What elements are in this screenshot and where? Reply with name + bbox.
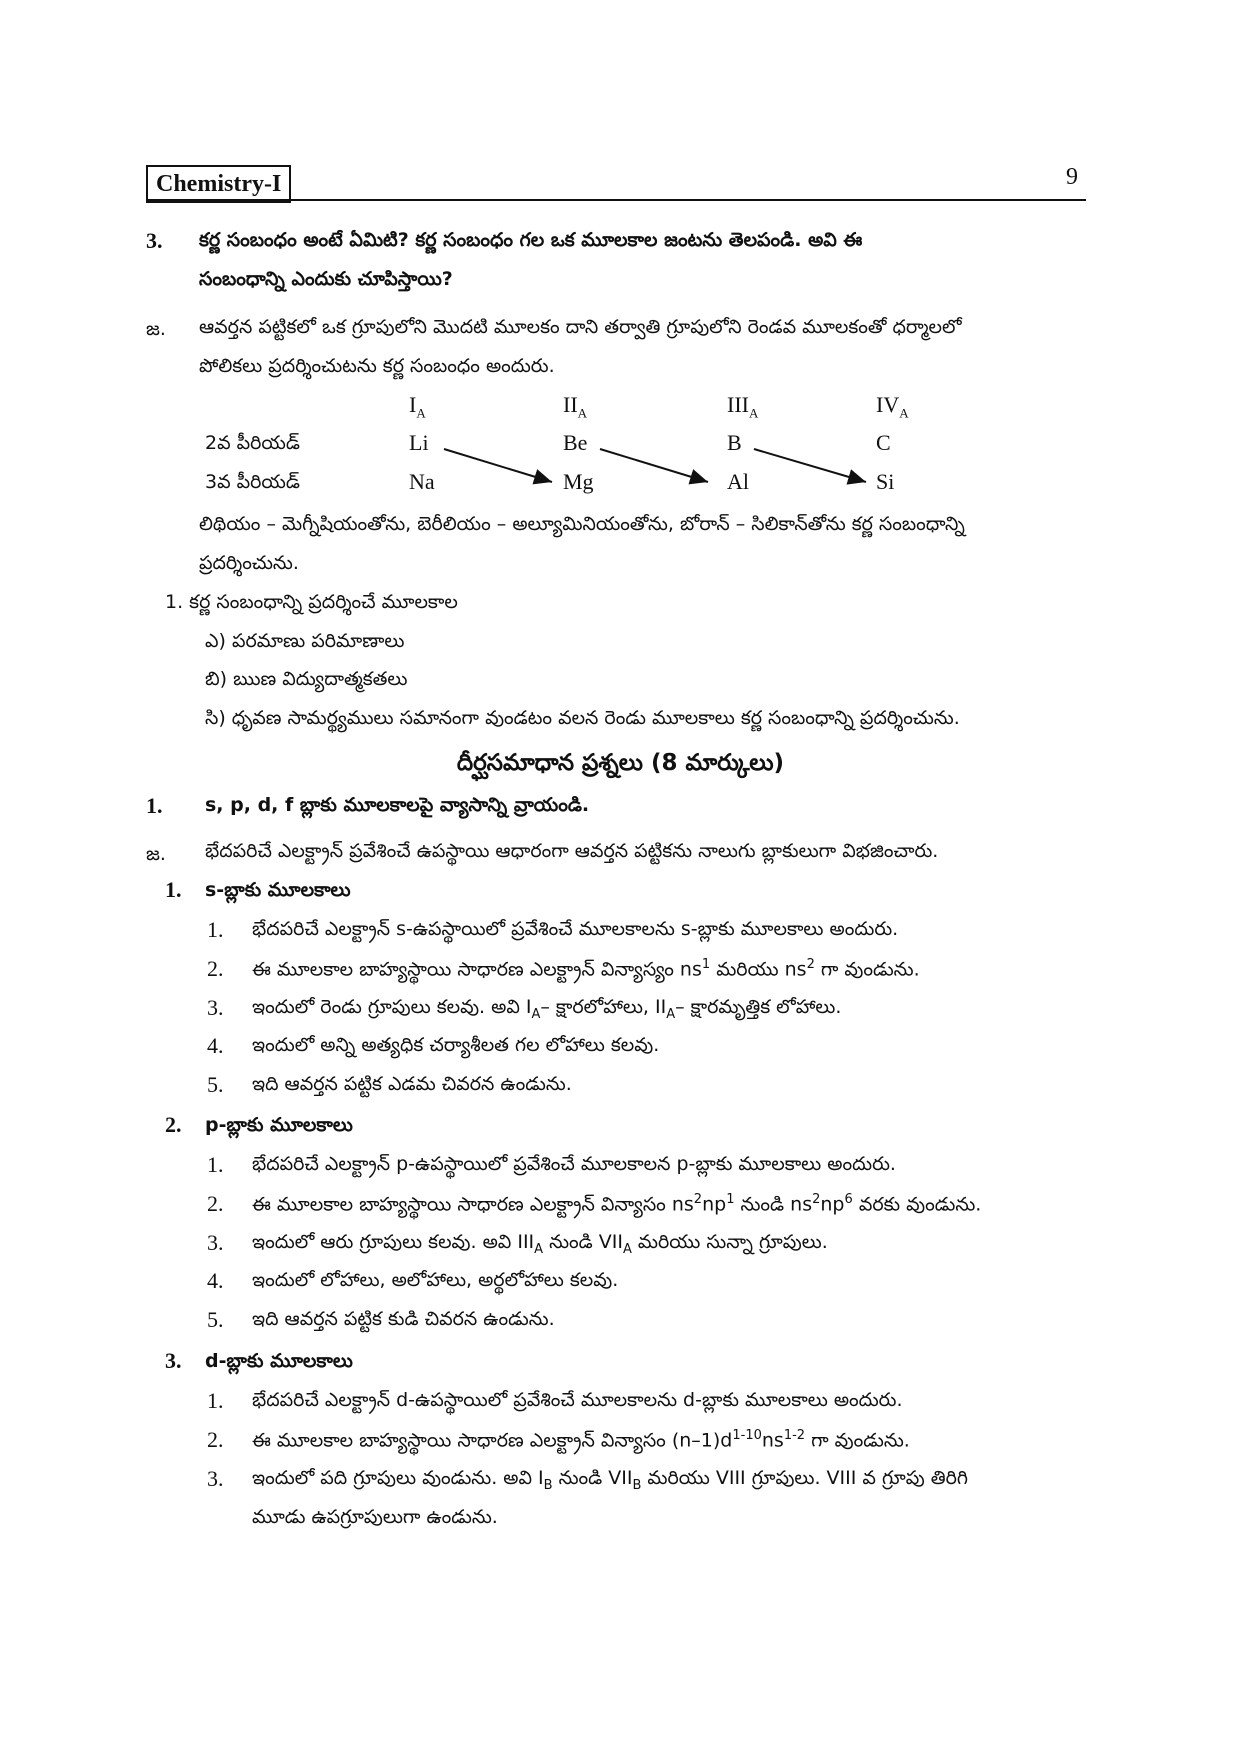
s-block-item: భేదపరిచే ఎలక్ట్రాన్ s-ఉపస్థాయిలో ప్రవేశించే మూలకాలను s-బ్లాకు మూలకాలు అందురు. (252, 918, 899, 940)
item-number: 2. (207, 1191, 224, 1216)
element: Be (563, 430, 588, 455)
q3-answer-line2: పోలికలు ప్రదర్శించుటను కర్ణ సంబంధం అందురు. (199, 355, 555, 377)
d-block-item: ఈ మూలకాల బాహ్యస్థాయి సాధారణ ఎలక్ట్రాన్ విన్యాసం $(n-1)d^{1-10}ns^{1-2}$ గా వుండును. (252, 1428, 910, 1452)
lq1-question: s, p, d, f బ్లాకు మూలకాలపై వ్యాసాన్ని వ్రాయండి. (205, 794, 590, 816)
arrow-li-mg (444, 449, 552, 482)
element: Li (409, 430, 429, 455)
q3-answer-line1: ఆవర్తన పట్టికలో ఒక గ్రూపులోని మొదటి మూలకం దాని తర్వాతి గ్రూపులోని రెండవ మూలకంతో ధర్మాలలో (199, 316, 962, 338)
item-number: 3. (207, 995, 224, 1020)
item-number: 3. (207, 1466, 224, 1491)
q3-summary-line2: ప్రదర్శించును. (199, 552, 299, 574)
section-title: దీర్ఘసమాధాన ప్రశ్నలు (8 మార్కులు) (456, 750, 785, 776)
p-block-item: భేదపరిచే ఎలక్ట్రాన్ p-ఉపస్థాయిలో ప్రవేశించే మూలకాలన p-బ్లాకు మూలకాలు అందురు. (252, 1153, 896, 1175)
page-number: 9 (1066, 164, 1078, 190)
s-block-heading: s-బ్లాకు మూలకాలు (205, 879, 351, 901)
item-number: 4. (207, 1033, 224, 1058)
item-number: 1. (207, 1388, 224, 1413)
d-block-item: భేదపరిచే ఎలక్ట్రాన్ d-ఉపస్థాయిలో ప్రవేశించే మూలకాలను d-బ్లాకు మూలకాలు అందురు. (252, 1389, 903, 1411)
item-number: 2. (207, 1427, 224, 1452)
q3-reason: సి) ధృవణ సామర్థ్యములు సమానంగా వుండటం వలన రెండు మూలకాలు కర్ణ సంబంధాన్ని ప్రదర్శించును. (205, 707, 960, 729)
item-number: 4. (207, 1268, 224, 1293)
group-header: $III_A$ (727, 392, 759, 421)
group-header: $I_A$ (409, 392, 426, 421)
subject-title: Chemistry-I (146, 165, 291, 203)
period2-label: 2వ పీరియడ్ (205, 432, 300, 454)
q3-summary-line1: లిథియం – మెగ్నీషియంతోను, బెరీలియం – అల్యూమినియంతోను, బోరాన్ – సిలికాన్‌తోను కర్ణ సంబంధాన్ని (199, 513, 965, 535)
q3-question-line2: సంబంధాన్ని ఎందుకు చూపిస్తాయి? (199, 268, 453, 290)
lq1-answer-label: జ. (146, 843, 166, 865)
d-block-item-continuation: మూడు ఉపగ్రూపులుగా ఉండును. (252, 1506, 498, 1528)
q3-question-line1: కర్ణ సంబంధం అంటే ఏమిటి? కర్ణ సంబంధం గల ఒక మూలకాల జంటను తెలపండి. అవి ఈ (199, 229, 863, 251)
group-header: $IV_A$ (876, 392, 909, 421)
q3-reason: ఎ) పరమాణు పరిమాణాలు (205, 630, 405, 652)
period3-label: 3వ పీరియడ్ (205, 471, 300, 493)
s-block-number: 1. (165, 877, 182, 902)
q3-number: 3. (146, 228, 163, 253)
d-block-heading: d-బ్లాకు మూలకాలు (205, 1350, 353, 1372)
group-header: $II_A$ (563, 392, 588, 421)
q3-answer-label: జ. (146, 318, 166, 340)
p-block-item: ఇందులో లోహాలు, అలోహాలు, అర్థలోహాలు కలవు. (252, 1269, 619, 1291)
item-number: 1. (207, 1152, 224, 1177)
p-block-item: ఇది ఆవర్తన పట్టిక కుడి చివరన ఉండును. (252, 1308, 555, 1330)
item-number: 2. (207, 956, 224, 981)
p-block-heading: p-బ్లాకు మూలకాలు (205, 1114, 353, 1136)
element: Mg (563, 469, 594, 494)
d-block-item: ఇందులో పది గ్రూపులు వుండును. అవి $I_B$ నుండి $VII_B$ మరియు VIII గ్రూపులు. VIII వ గ్రూపు తిరిగి (252, 1467, 968, 1493)
item-number: 5. (207, 1307, 224, 1332)
element: Na (409, 469, 435, 494)
element: Al (727, 469, 749, 494)
element: Si (876, 469, 895, 494)
element: B (727, 430, 742, 455)
p-block-item: ఇందులో ఆరు గ్రూపులు కలవు. అవి $III_A$ నుండి $VII_A$ మరియు సున్నా గ్రూపులు. (252, 1231, 828, 1257)
q3-reason-head: 1. కర్ణ సంబంధాన్ని ప్రదర్శించే మూలకాల (165, 591, 458, 613)
s-block-item: ఈ మూలకాల బాహ్యస్థాయి సాధారణ ఎలక్ట్రాన్ విన్యాస్యం $ns^1$ మరియు $ns^2$ గా వుండును. (252, 957, 920, 981)
arrow-b-si (754, 449, 866, 482)
q3-reason: బి) ఋణ విద్యుదాత్మకతలు (205, 668, 408, 690)
item-number: 3. (207, 1230, 224, 1255)
item-number: 1. (207, 917, 224, 942)
p-block-item: ఈ మూలకాల బాహ్యస్థాయి సాధారణ ఎలక్ట్రాన్ విన్యాసం $ns^2np^1$ నుండి $ns^2np^6$ వరకు వుండును. (252, 1192, 982, 1216)
s-block-item: ఇందులో అన్ని అత్యధిక చర్యాశీలత గల లోహాలు కలవు. (252, 1034, 660, 1056)
item-number: 5. (207, 1072, 224, 1097)
p-block-number: 2. (165, 1112, 182, 1137)
s-block-item: ఇందులో రెండు గ్రూపులు కలవు. అవి $I_A-$ క్షారలోహాలు, $II_A-$ క్షారమృత్తిక లోహాలు. (252, 996, 842, 1022)
arrow-be-al (600, 449, 708, 482)
lq1-number: 1. (146, 793, 163, 818)
s-block-item: ఇది ఆవర్తన పట్టిక ఎడమ చివరన ఉండును. (252, 1073, 572, 1095)
d-block-number: 3. (165, 1348, 182, 1373)
header-rule (146, 199, 1086, 201)
element: C (876, 430, 891, 455)
lq1-answer: భేదపరిచే ఎలక్ట్రాన్ ప్రవేశించే ఉపస్థాయి ఆధారంగా ఆవర్తన పట్టికను నాలుగు బ్లాకులుగా విభజించారు. (205, 840, 939, 862)
